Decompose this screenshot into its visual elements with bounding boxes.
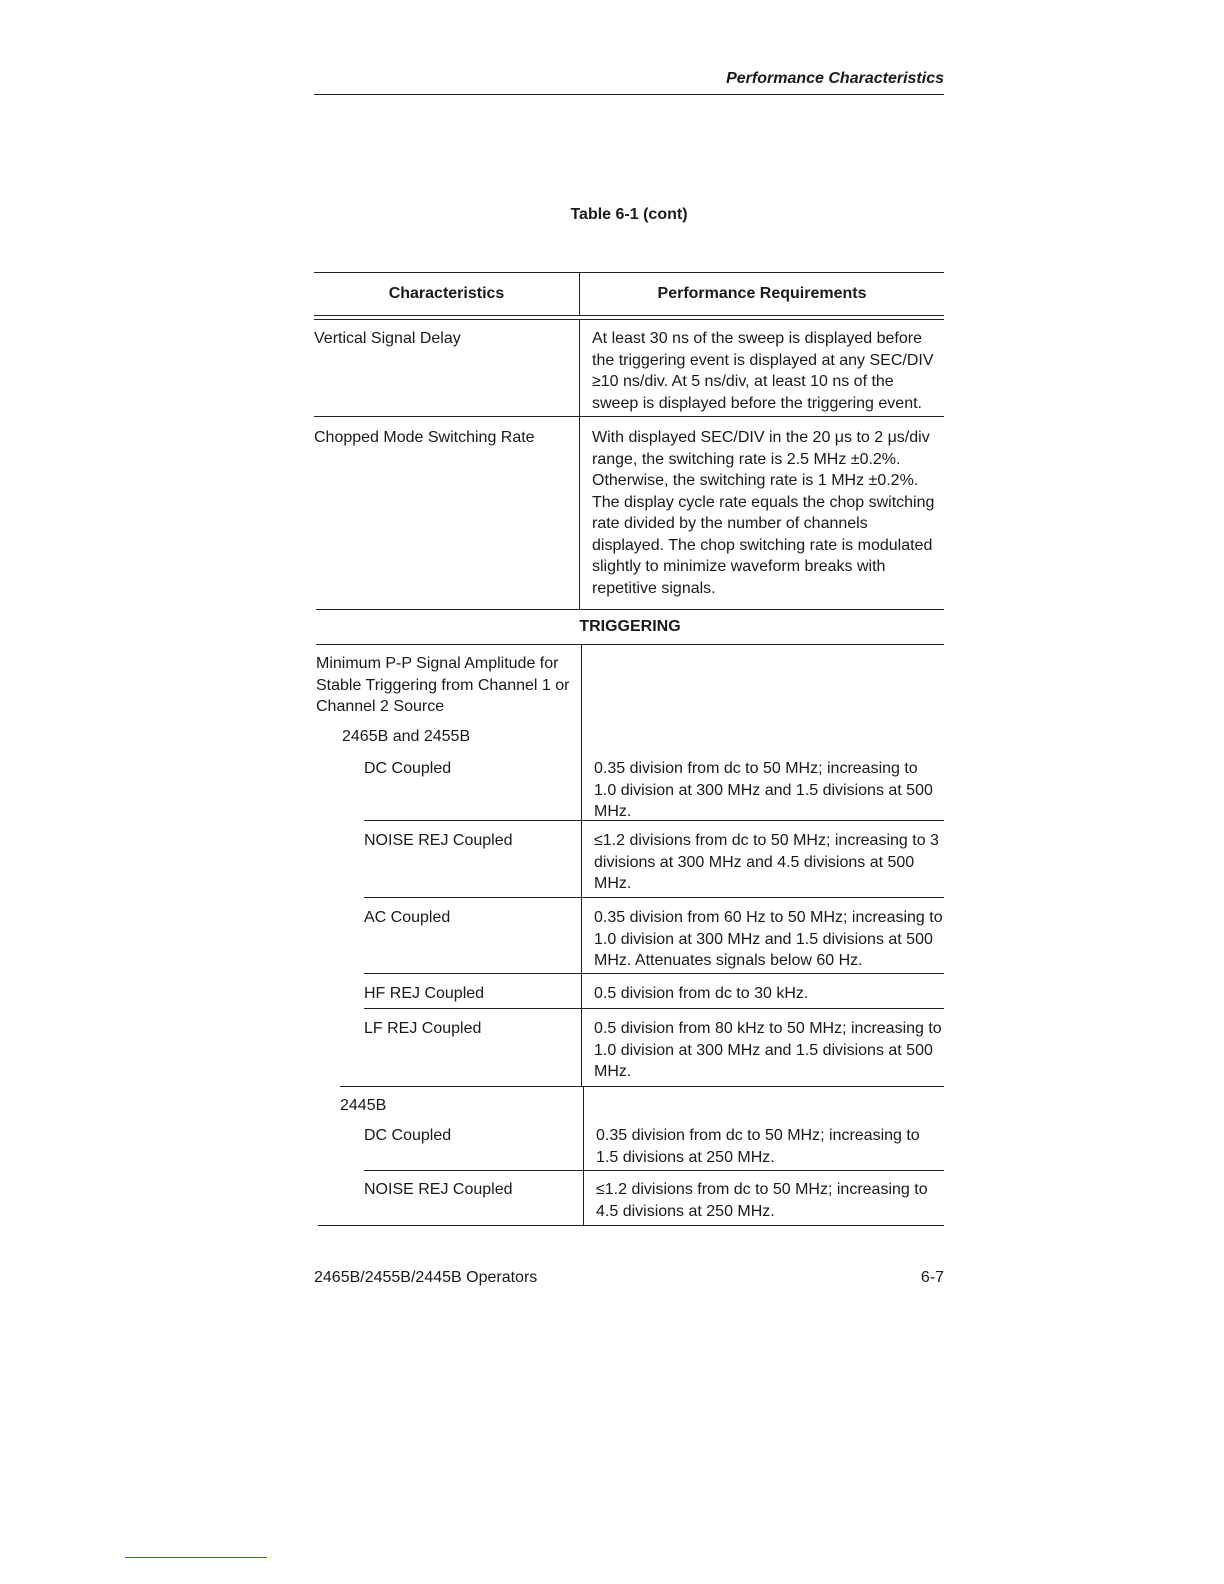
row-rule (318, 1225, 944, 1226)
characteristic-cell: Chopped Mode Switching Rate (314, 429, 535, 446)
page-number: 6-7 (920, 1269, 944, 1286)
requirement-cell: ≤1.2 divisions from dc to 50 MHz; increasing to 4.5 divisions at 250 MHz. (583, 1171, 944, 1226)
characteristic-cell: DC Coupled (364, 760, 452, 777)
table-row (314, 320, 944, 417)
table-row (314, 645, 944, 756)
characteristic-cell: NOISE REJ Coupled (364, 1181, 513, 1198)
column-header-requirements: Performance Requirements (579, 273, 944, 315)
characteristic-cell: HF REJ Coupled (364, 985, 485, 1002)
table-header-row (314, 273, 944, 315)
page-footer (314, 1269, 944, 1287)
table-row (314, 1009, 944, 1087)
characteristic-cell: LF REJ Coupled (364, 1020, 482, 1037)
requirement-cell (581, 645, 944, 756)
table-row (314, 1171, 944, 1226)
table-row (314, 821, 944, 898)
page-header (314, 70, 944, 95)
requirement-cell: 0.5 division from 80 kHz to 50 MHz; increasing to 1.0 division at 300 MHz and 1.5 divisions at 500 MHz. (581, 1009, 944, 1087)
table-row (314, 417, 944, 609)
column-header-characteristics: Characteristics (388, 285, 505, 302)
requirement-cell: With displayed SEC/DIV in the 20 μs to 2 μs/div range, the switching rate is 2.5 MHz ±0.2%. Otherwise, the switching rate is 1 MHz ±0.2%. The display cycle rate equals the chop switching rate divided by the number of channels displayed. The chop switching rate is modulated slightly to minimize waveform breaks with repetitive signals. (579, 417, 944, 609)
spec-table (314, 272, 944, 1226)
manual-title: 2465B/2455B/2445B Operators (314, 1269, 538, 1286)
characteristic-cell: AC Coupled (364, 909, 451, 926)
requirement-cell: 0.5 division from dc to 30 kHz. (581, 974, 944, 1009)
table-row (314, 756, 944, 821)
table-row (314, 898, 944, 974)
requirement-cell: 0.35 division from dc to 50 MHz; increasing to 1.0 division at 300 MHz and 1.5 divisions at 500 MHz. (581, 756, 944, 821)
characteristic-text: DC Coupled (364, 1126, 452, 1144)
divider-line (125, 1557, 267, 1558)
trigger-intro: Minimum P-P Signal Amplitude for Stable Triggering from Channel 1 or Channel 2 Source (316, 655, 570, 715)
table-row (314, 974, 944, 1009)
characteristic-cell: NOISE REJ Coupled (364, 832, 513, 849)
requirement-cell: ≤1.2 divisions from dc to 50 MHz; increasing to 3 divisions at 300 MHz and 4.5 divisions at 500 MHz. (581, 821, 944, 898)
characteristic-cell (314, 645, 579, 756)
group-label-2445b: 2445B (340, 1097, 387, 1114)
section-heading-triggering: TRIGGERING (316, 609, 944, 645)
requirement-cell: At least 30 ns of the sweep is displayed before the triggering event is displayed at any SEC/DIV ≥10 ns/div. At 5 ns/div, at least 10 ns of the sweep is displayed before the triggering event. (579, 320, 944, 416)
requirement-cell: 0.35 division from dc to 50 MHz; increasing to 1.5 divisions at 250 MHz. (583, 1087, 944, 1171)
section-title: Performance Characteristics (726, 70, 944, 87)
group-label-2465b-2455b: 2465B and 2455B (342, 727, 471, 745)
characteristic-cell (314, 1087, 579, 1171)
characteristic-cell: Vertical Signal Delay (314, 330, 461, 347)
table-row (314, 1087, 944, 1171)
requirement-cell: 0.35 division from 60 Hz to 50 MHz; increasing to 1.0 division at 300 MHz and 1.5 divisions at 500 MHz. Attenuates signals below 60 Hz. (581, 898, 944, 974)
table-title: Table 6-1 (cont) (570, 206, 688, 223)
